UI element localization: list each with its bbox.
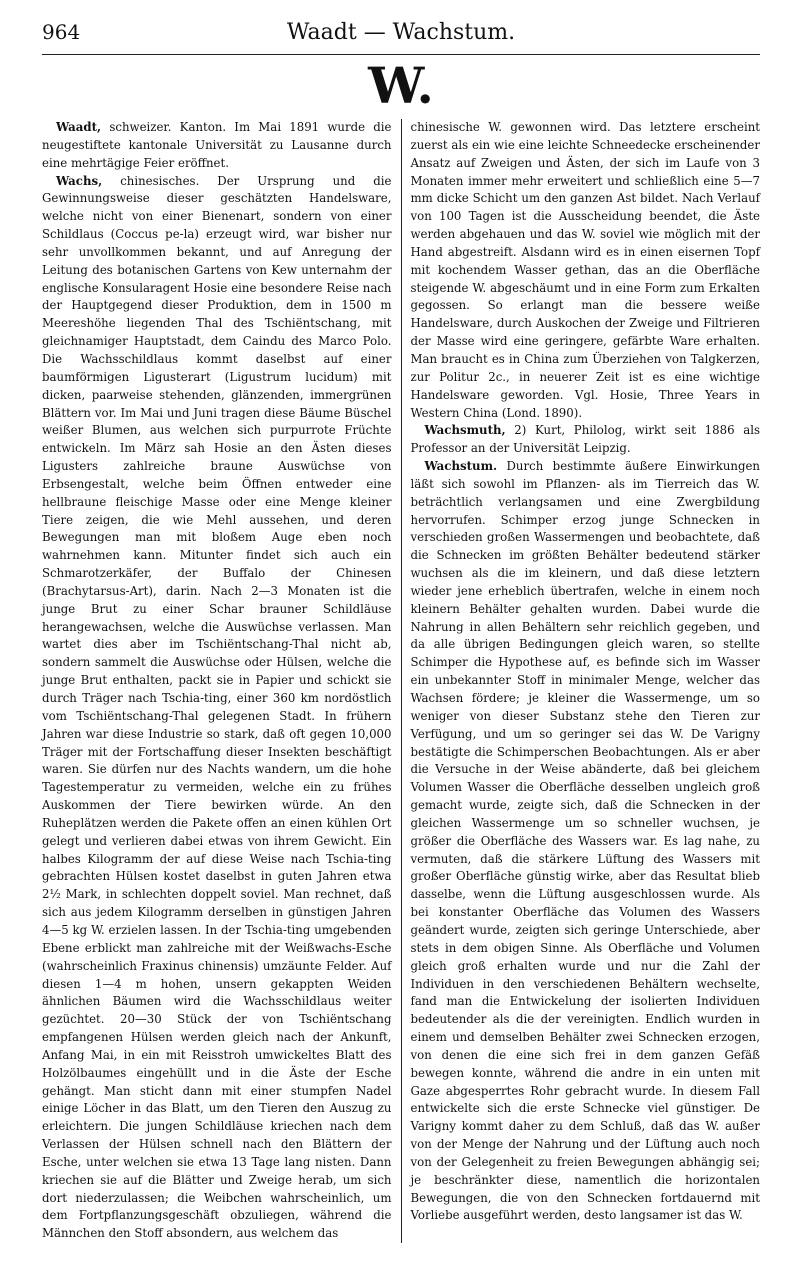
entry-text: 2) Kurt, Philolog, wirkt seit 1886 als Professor an der Universität Leipzig. — [410, 423, 760, 456]
entry-headword: Wachs, — [56, 173, 103, 188]
running-title: Waadt — Wachstum. — [286, 20, 516, 45]
entry-text: chinesisches. Der Ursprung und die Gewinnungsweise dieser geschätzten Handelsware, welche nicht von einer Bienenart, sondern von einer Schildlaus (Coccus pe-la) erzeugt wird, war bisher nur sehr unvollkommen bekannt, und auf Anregung der Leitung des botanischen Gartens von Kew unternahm der englische Konsularagent Hosie eine besondere Reise nach der Hauptgegend dieser Produktion, dem in 1500 m Meereshöhe liegenden Thal des Tschiëntschang, mit gleichnamiger Hauptstadt, dem Caindu des Marco Polo. Die Wachsschildlaus kommt daselbst auf einer baumförmigen Ligusterart (Ligustrum lucidum) mit dicken, paarweise stehenden, glänzenden, immergrünen Blättern vor. Im Mai und Juni tragen diese Bäume Büschel weißer Blumen, aus welchen sich purpurrote Früchte entwickeln. Im März sah Hosie an den Ästen dieses Ligusters zahlreiche braune Auswüchse von Erbsengestalt, welche beim Öffnen entweder eine hellbraune fleischige Masse oder eine Menge kleiner Tiere zeigen, die wie Mehl aussehen, und deren Bewegungen man mit bloßem Auge eben noch wahrnehmen kann. Mitunter findet sich auch ein Schmarotzerkäfer, der Buffalo der Chinesen (Brachytarsus-Art), darin. Nach 2—3 Monaten ist die junge Brut zu einer Schar brauner Schildläuse herangewachsen, welche die Auswüchse verlassen. Man wartet dies aber im Tschiëntschang-Thal nicht ab, sondern sammelt die Auswüchse oder Hülsen, welche die junge Brut enthalten, packt sie in Papier und schickt sie durch Träger nach Tschia-ting, einer 360 km nordöstlich vom Tschiëntschang-Thal gelegenen Stadt. In frühern Jahren war diese Industrie so stark, daß oft gegen 10,000 Träger mit der Fortschaffung dieser Insekten beschäftigt waren. Sie dürfen nur des Nachts wandern, um die hohe Tagestemperatur zu vermeiden, welche ein zu frühes Auskommen der Tiere bewirken würde. An den Ruheplätzen werden die Pakete offen an einen kühlen Ort gelegt und verlieren dabei etwas von ihrem Gewicht. Ein halbes Kilogramm der auf diese Weise nach Tschia-ting gebrachten Hülsen kostet daselbst in guten Jahren etwa 2½ Mark, in schlechten doppelt soviel. Man rechnet, daß sich aus jedem Kilogramm derselben in günstigen Jahren 4—5 kg W. erzielen lassen. In der Tschia-ting umgebenden Ebene erblickt man zahlreiche mit der Weißwachs-Esche (wahrscheinlich Fraxinus chinensis) umzäunte Felder. Auf diesen 1—4 m hohen, unsern gekappten Weiden ähnlichen Bäumen wird die Wachsschildlaus weiter gezüchtet. 20—30 Stück der von Tschiëntschang empfangenen Hülsen werden gleich nach der Ankunft, Anfang Mai, in ein mit Reisstroh umwickeltes Blatt des Holzölbaumes eingehüllt und in die Äste der Esche gehängt. Man sticht dann mit einer stumpfen Nadel einige Löcher in das Blatt, um den Tieren den Auszug zu erleichtern. Die jungen Schildläuse kriechen nach dem Verlassen der Hülsen schnell nach den Blättern der Esche, unter welchen sie etwa 13 Tage lang nisten. Dann kriechen sie auf die Blätter und Zweige herab, um sich dort niederzulassen; die Weibchen wahrscheinlich, um dem Fortpflanzungsgeschäft obzuliegen, während die Männchen den Stoff absondern, aus welchem das — [42, 173, 392, 1241]
two-column-body — [42, 119, 760, 1243]
entry-headword: Wachstum. — [424, 459, 498, 474]
entry-text: Durch bestimmte äußere Einwirkungen läßt sich sowohl im Pflanzen- als im Tierreich das W. beträchtlich verlangsamen und eine Zwergbildung hervorrufen. Schimper erzog junge Schnecken in verschieden großen Wassermengen und beobachtete, daß die Schnecken im größten Behälter bedeutend stärker wuchsen als die im kleinern, und daß diese letztern wieder jene erheblich übertrafen, welche in einem noch kleinern Behälter gehalten wurden. Dabei wurde die Nahrung in allen Behältern sehr reichlich gegeben, und da alle übrigen Bedingungen gleich waren, so stellte Schimper die Hypothese auf, es befinde sich im Wasser ein unbekannter Stoff in minimaler Menge, welcher das Wachsen fördere; je kleiner die Wassermenge, um so weniger von dieser Substanz stehe den Tieren zur Verfügung, und um so geringer sei das W. De Varigny bestätigte die Schimperschen Beobachtungen. Als er aber die Versuche in der Weise abänderte, daß bei gleichem Volumen Wasser die Oberfläche desselben ungleich groß gemacht wurde, zeigte sich, daß die Schnecken in der gleichen Wassermenge um so schneller wuchsen, je größer die Oberfläche des Wassers war. Es lag nahe, zu vermuten, daß die stärkere Lüftung des Wassers mit großer Oberfläche günstig wirke, aber das Resultat blieb dasselbe, wenn die Lüftung ausgeschlossen wurde. Als bei konstanter Oberfläche das Volumen des Wassers geändert wurde, zeigten sich geringe Unterschiede, aber stets in dem obigen Sinne. Als Oberfläche und Volumen gleich groß erhalten wurde und nur die Zahl der Individuen in den verschiedenen Behältern wechselte, fand man die Entwickelung der isolierten Individuen bedeutender als die der vereinigten. Endlich wurden in einem und demselben Behälter zwei Schnecken erzogen, von denen die eine sich frei in dem ganzen Gefäß bewegen konnte, während die andre in ein unten mit Gaze abgesperrtes Rohr gebracht wurde. In diesem Fall entwickelte sich die erste Schnecke viel günstiger. De Varigny kommt daher zu dem Schluß, daß das W. außer von der Menge der Nahrung und der Lüftung auch noch von der Gelegenheit zu freien Bewegungen abhängig sei; je beschränkter diese, namentlich die horizontalen Bewegungen, die von den Schnecken fortdauernd mit Vorliebe ausgeführt werden, desto langsamer ist das W. — [410, 459, 760, 1223]
entry-wachs — [42, 173, 392, 1244]
entry-wachstum — [411, 458, 761, 1225]
left-column — [42, 119, 401, 1243]
entry-text: chinesische W. gewonnen wird. Das letztere erscheint zuerst als ein wie eine leichte Schneedecke erscheinender Ansatz auf Zweigen und Ästen, der sich im Laufe von 3 Monaten immer mehr erweitert und schließlich eine 5—7 mm dicke Schicht um den ganzen Ast bildet. Nach Verlauf von 100 Tagen ist die Ausscheidung beendet, die Äste werden abgehauen und das W. soviel wie möglich mit der Hand abgestreift. Alsdann wird es in einen eisernen Topf mit kochendem Wasser gethan, das an die Oberfläche steigende W. abgeschäumt und in eine Form zum Erkalten gegossen. So erlangt man die bessere weiße Handelsware, durch Auskochen der Zweige und Filtrieren der Masse wird eine geringere, gefärbte Ware erhalten. Man braucht es in China zum Überziehen von Talgkerzen, zur Politur 2c., in neuerer Zeit ist es eine wichtige Handelsware geworden. Vgl. Hosie, Three Years in Western China (Lond. 1890). — [410, 120, 760, 420]
entry-headword: Waadt, — [56, 120, 102, 134]
section-letter: W. — [368, 56, 434, 115]
entry-text: schweizer. Kanton. Im Mai 1891 wurde die neugestiftete kantonale Universität zu Lausanne durch eine mehrtägige Feier eröffnet. — [42, 120, 392, 170]
page-header — [42, 20, 760, 55]
entry-wachsmuth — [411, 422, 761, 458]
page-number: 964 — [42, 20, 81, 44]
entry-waadt — [42, 119, 392, 173]
right-column — [402, 119, 761, 1243]
entry-wachs-continued — [411, 119, 761, 422]
entry-headword: Wachsmuth, — [424, 423, 506, 438]
